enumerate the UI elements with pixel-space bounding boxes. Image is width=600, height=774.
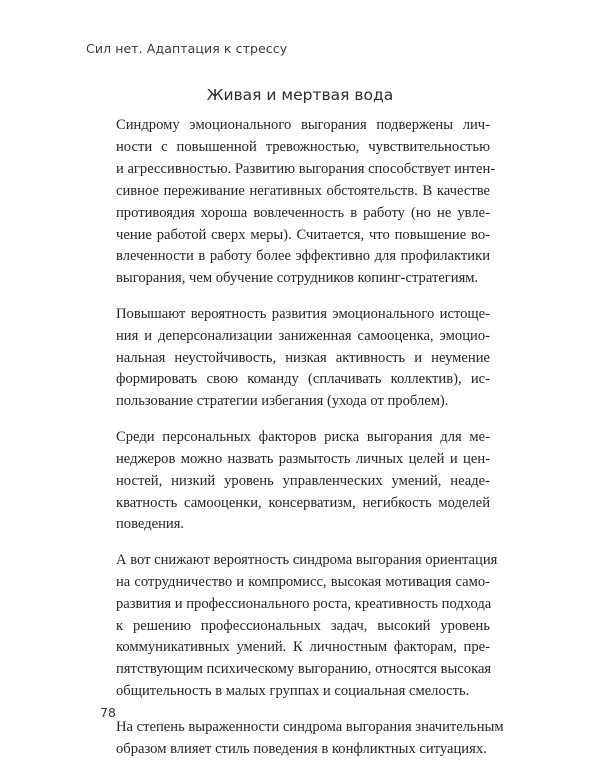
text-line: Синдрому эмоционального выгорания подвержены лич- — [116, 117, 490, 133]
text-line: выгорания, чем обучение сотрудников копинг-стратегиям. — [116, 270, 479, 287]
text-line: сивное переживание негативных обстоятельств. В качестве — [116, 182, 490, 199]
text-line: На степень выраженности синдрома выгорания значительным — [116, 718, 504, 735]
paragraph — [116, 115, 496, 290]
text-line: образом влияет стиль поведения в конфликтных ситуациях. — [116, 740, 487, 757]
text-line: влеченности в работу более эффективно для профилактики — [116, 248, 490, 265]
text-line: пользование стратегии избегания (ухода от проблем). — [116, 393, 449, 410]
text-line: ностей, низкий уровень управленческих умений, неаде- — [116, 472, 490, 489]
body-text — [116, 115, 504, 774]
text-line: пятствующим психическому выгоранию, относятся высокая — [116, 661, 492, 678]
text-line: ния и деперсонализации заниженная самооценка, эмоцио- — [116, 327, 490, 344]
text-line: А вот снижают вероятность синдрома выгорания ориентация — [116, 551, 498, 568]
page-number: 78 — [100, 705, 116, 720]
text-line: поведения. — [116, 516, 185, 533]
section-title: Живая и мертвая вода — [206, 86, 394, 104]
text-line: на сотрудничество и компромисс, высокая мотивация само- — [116, 573, 490, 590]
text-line: формировать свою команду (сплачивать коллектив), ис- — [116, 371, 490, 388]
text-line: Среди персональных факторов риска выгорания для ме- — [116, 428, 490, 445]
text-line: неджеров можно назвать размытость личных целей и цен- — [116, 450, 490, 467]
paragraph — [116, 427, 490, 537]
text-line: чение работой сверх меры). Считается, что повышение во- — [116, 226, 490, 243]
text-line: Повышают вероятность развития эмоционального истоще- — [116, 305, 490, 322]
text-line: коммуникативных умений. К личностным факторам, пре- — [116, 639, 490, 656]
text-line: развития и профессионального роста, креативность подхода — [116, 595, 492, 612]
text-line: кватность самооценки, консерватизм, негибкость моделей — [116, 494, 490, 511]
text-line: ности с повышенной тревожностью, чувствительностью — [116, 138, 490, 155]
text-line: нальная неустойчивость, низкая активность и неумение — [116, 349, 490, 366]
text-line: и агрессивностью. Развитию выгорания способствует интен- — [116, 160, 496, 177]
text-line: общительность в малых группах и социальная смелость. — [116, 683, 470, 700]
paragraph — [116, 304, 490, 414]
paragraph — [116, 717, 504, 761]
text-line: к решению профессиональных задач, высокий уровень — [116, 617, 490, 634]
paragraph — [116, 550, 498, 703]
text-line: противоядия хороша вовлеченность в работу (но не увле- — [116, 204, 490, 221]
running-head: Сил нет. Адаптация к стрессу — [86, 41, 288, 56]
